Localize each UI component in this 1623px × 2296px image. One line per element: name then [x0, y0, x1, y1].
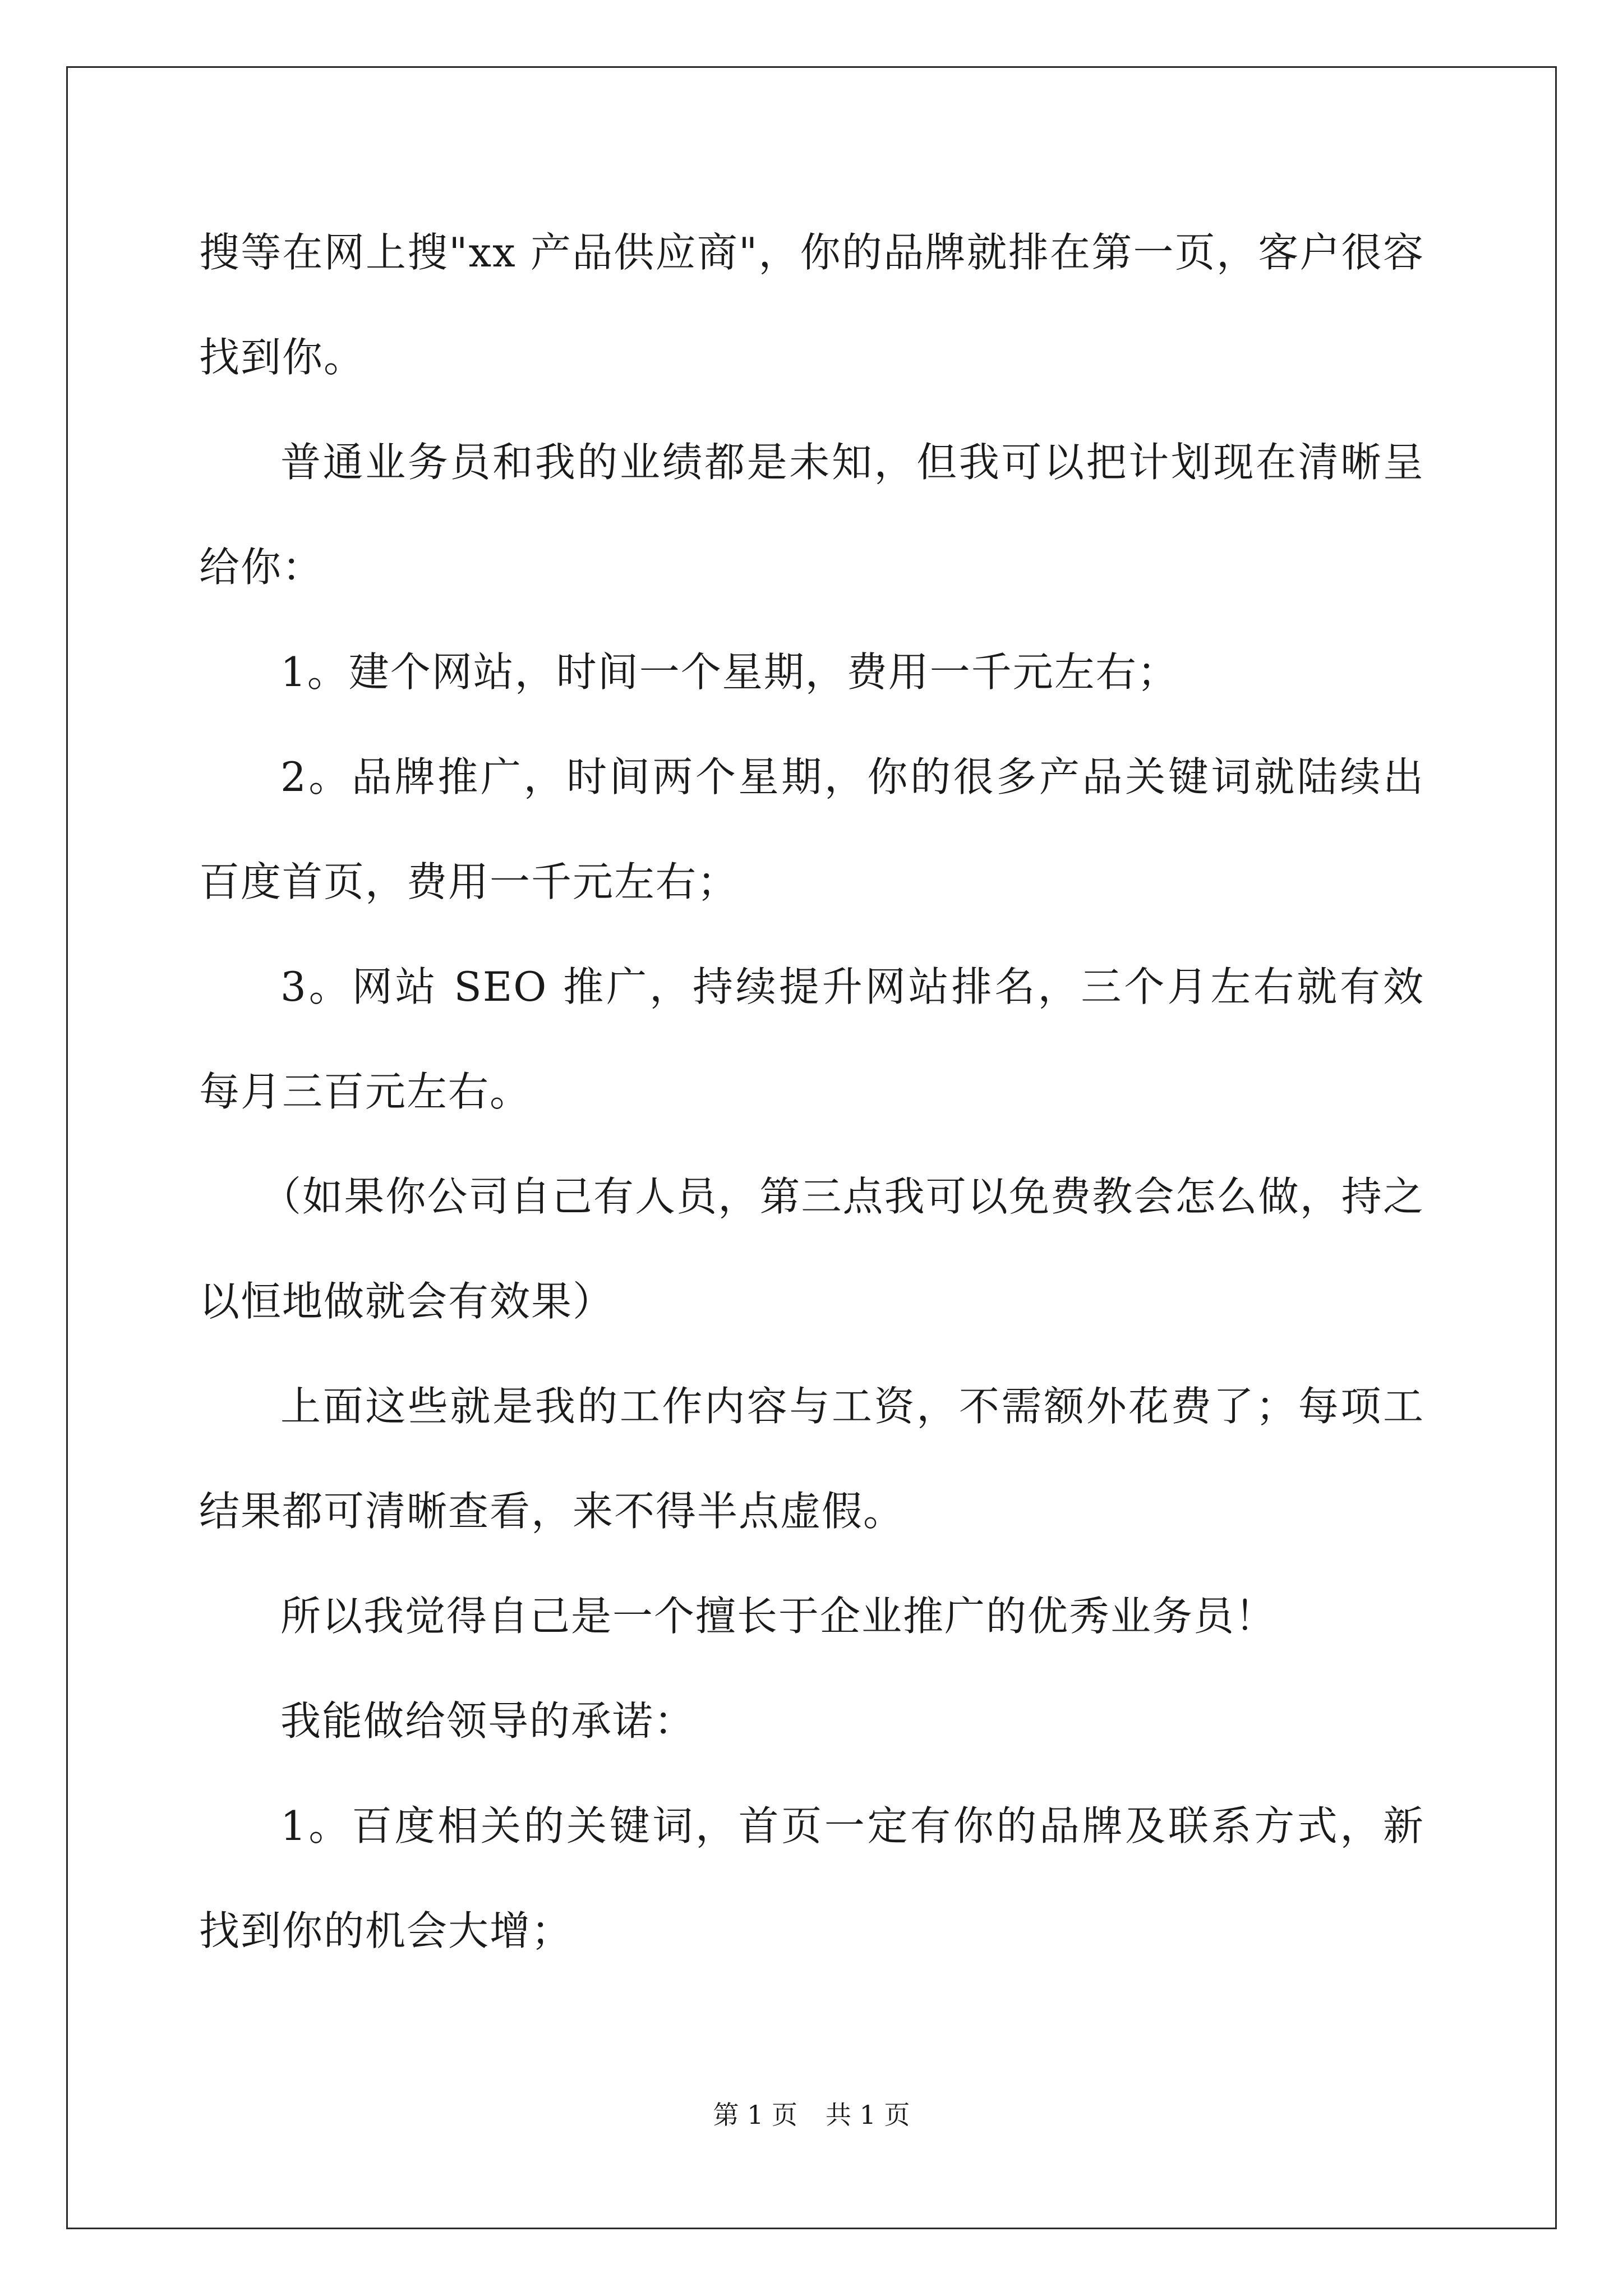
paragraph-line: 每月三百元左右。: [199, 1068, 532, 1115]
paragraph-line: 所以我觉得自己是一个擅长于企业推广的优秀业务员！: [280, 1593, 1277, 1640]
paragraph-line: 3。网站 SEO 推广，持续提升网站排名，三个月左右就有效: [280, 963, 1424, 1010]
document-body: [199, 200, 1424, 1984]
paragraph-line: 1。百度相关的关键词，首页一定有你的品牌及联系方式，新: [280, 1802, 1424, 1849]
page-total: 共 1 页: [826, 2100, 910, 2130]
paragraph-line: 找到你的机会大增；: [199, 1907, 573, 1954]
paragraph-line: 2。品牌推广，时间两个星期，你的很多产品关键词就陆续出: [280, 753, 1424, 800]
paragraph-line: 搜等在网上搜"xx 产品供应商"，你的品牌就排在第一页，客户很容: [199, 229, 1424, 276]
paragraph-line: 我能做给领导的承诺：: [280, 1697, 696, 1745]
paragraph-line: 百度首页，费用一千元左右；: [199, 858, 739, 905]
paragraph-line: 给你：: [199, 544, 324, 591]
paragraph-line: （如果你公司自己有人员，第三点我可以免费教会怎么做，持之: [261, 1173, 1424, 1220]
paragraph-line: 上面这些就是我的工作内容与工资，不需额外花费了；每项工: [280, 1383, 1424, 1430]
paragraph-line: 找到你。: [199, 334, 366, 381]
page-number: 第 1 页: [713, 2100, 797, 2130]
page-footer: [0, 2098, 1623, 2132]
paragraph-line: 普通业务员和我的业绩都是未知，但我可以把计划现在清晰呈: [280, 439, 1424, 486]
paragraph-line: 结果都可清晰查看，来不得半点虚假。: [199, 1488, 905, 1535]
paragraph-line: 1。建个网站，时间一个星期，费用一千元左右；: [280, 648, 1179, 696]
paragraph-line: 以恒地做就会有效果）: [199, 1278, 615, 1325]
